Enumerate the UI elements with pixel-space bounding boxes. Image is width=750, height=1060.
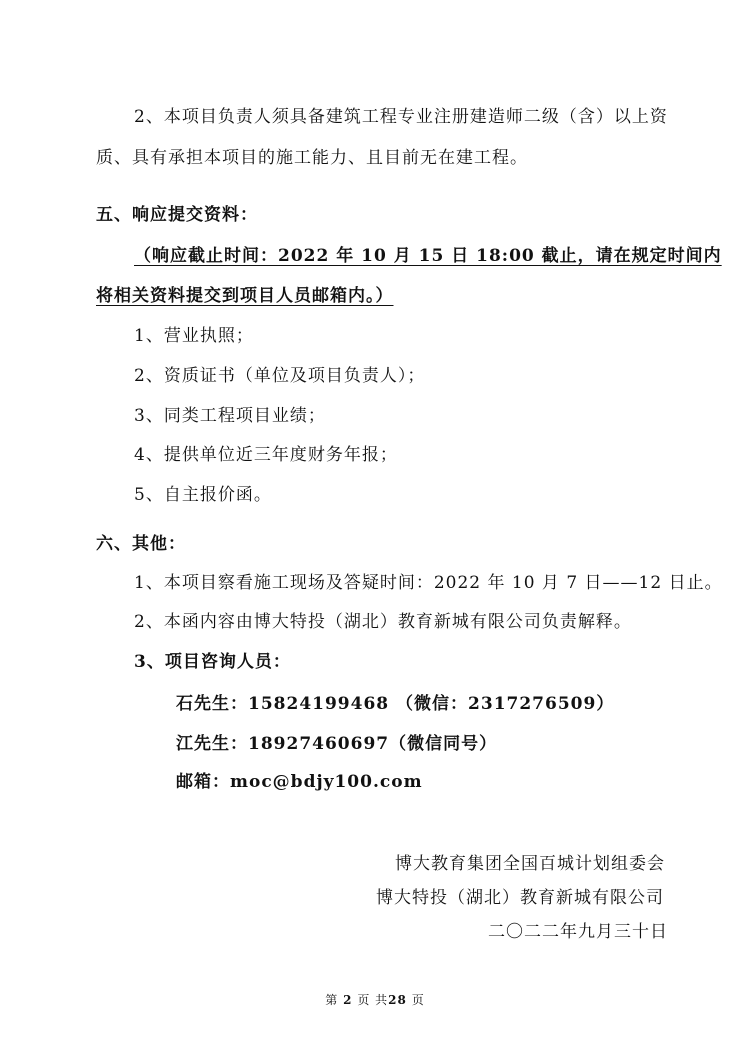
submission-item: 1、营业执照；	[134, 326, 254, 346]
submission-deadline-line2: 将相关资料提交到项目人员邮箱内。）	[96, 286, 394, 306]
footer-total-pages: 28	[388, 993, 407, 1007]
submission-item: 5、自主报价函。	[134, 485, 272, 505]
footer-mid: 页 共	[357, 993, 389, 1007]
signature-date: 二〇二二年九月三十日	[488, 922, 668, 942]
page-footer	[0, 991, 750, 1008]
footer-page-number: 2	[343, 993, 353, 1007]
signature-org2: 博大特投（湖北）教育新城有限公司	[376, 888, 664, 908]
footer-suffix: 页	[411, 993, 425, 1007]
interpretation-note: 2、本函内容由博大特投（湖北）教育新城有限公司负责解释。	[134, 612, 632, 632]
submission-item: 2、资质证书（单位及项目负责人）；	[134, 366, 426, 386]
contact-email: 邮箱：moc@bdjy100.com	[176, 772, 423, 792]
contact-shi: 石先生：15824199468 （微信：2317276509）	[176, 694, 615, 714]
contact-jiang: 江先生：18927460697（微信同号）	[176, 734, 498, 754]
signature-org1: 博大教育集团全国百城计划组委会	[395, 854, 665, 874]
site-visit-time: 1、本项目察看施工现场及答疑时间：2022 年 10 月 7 日——12 日止。	[134, 573, 723, 593]
submission-deadline-line1: （响应截止时间：2022 年 10 月 15 日 18:00 截止，请在规定时间内	[134, 246, 722, 266]
submission-item: 3、同类工程项目业绩；	[134, 406, 326, 426]
responsible-person-requirement-line1: 2、本项目负责人须具备建筑工程专业注册建造师二级（含）以上资	[134, 107, 668, 127]
footer-prefix: 第	[325, 993, 339, 1007]
responsible-person-requirement-line2: 质、具有承担本项目的施工能力、且目前无在建工程。	[96, 148, 528, 168]
submission-item: 4、提供单位近三年度财务年报；	[134, 445, 398, 465]
section6-heading: 六、其他：	[96, 534, 186, 554]
section5-heading: 五、响应提交资料：	[96, 205, 258, 225]
contacts-heading: 3、项目咨询人员：	[134, 652, 291, 672]
